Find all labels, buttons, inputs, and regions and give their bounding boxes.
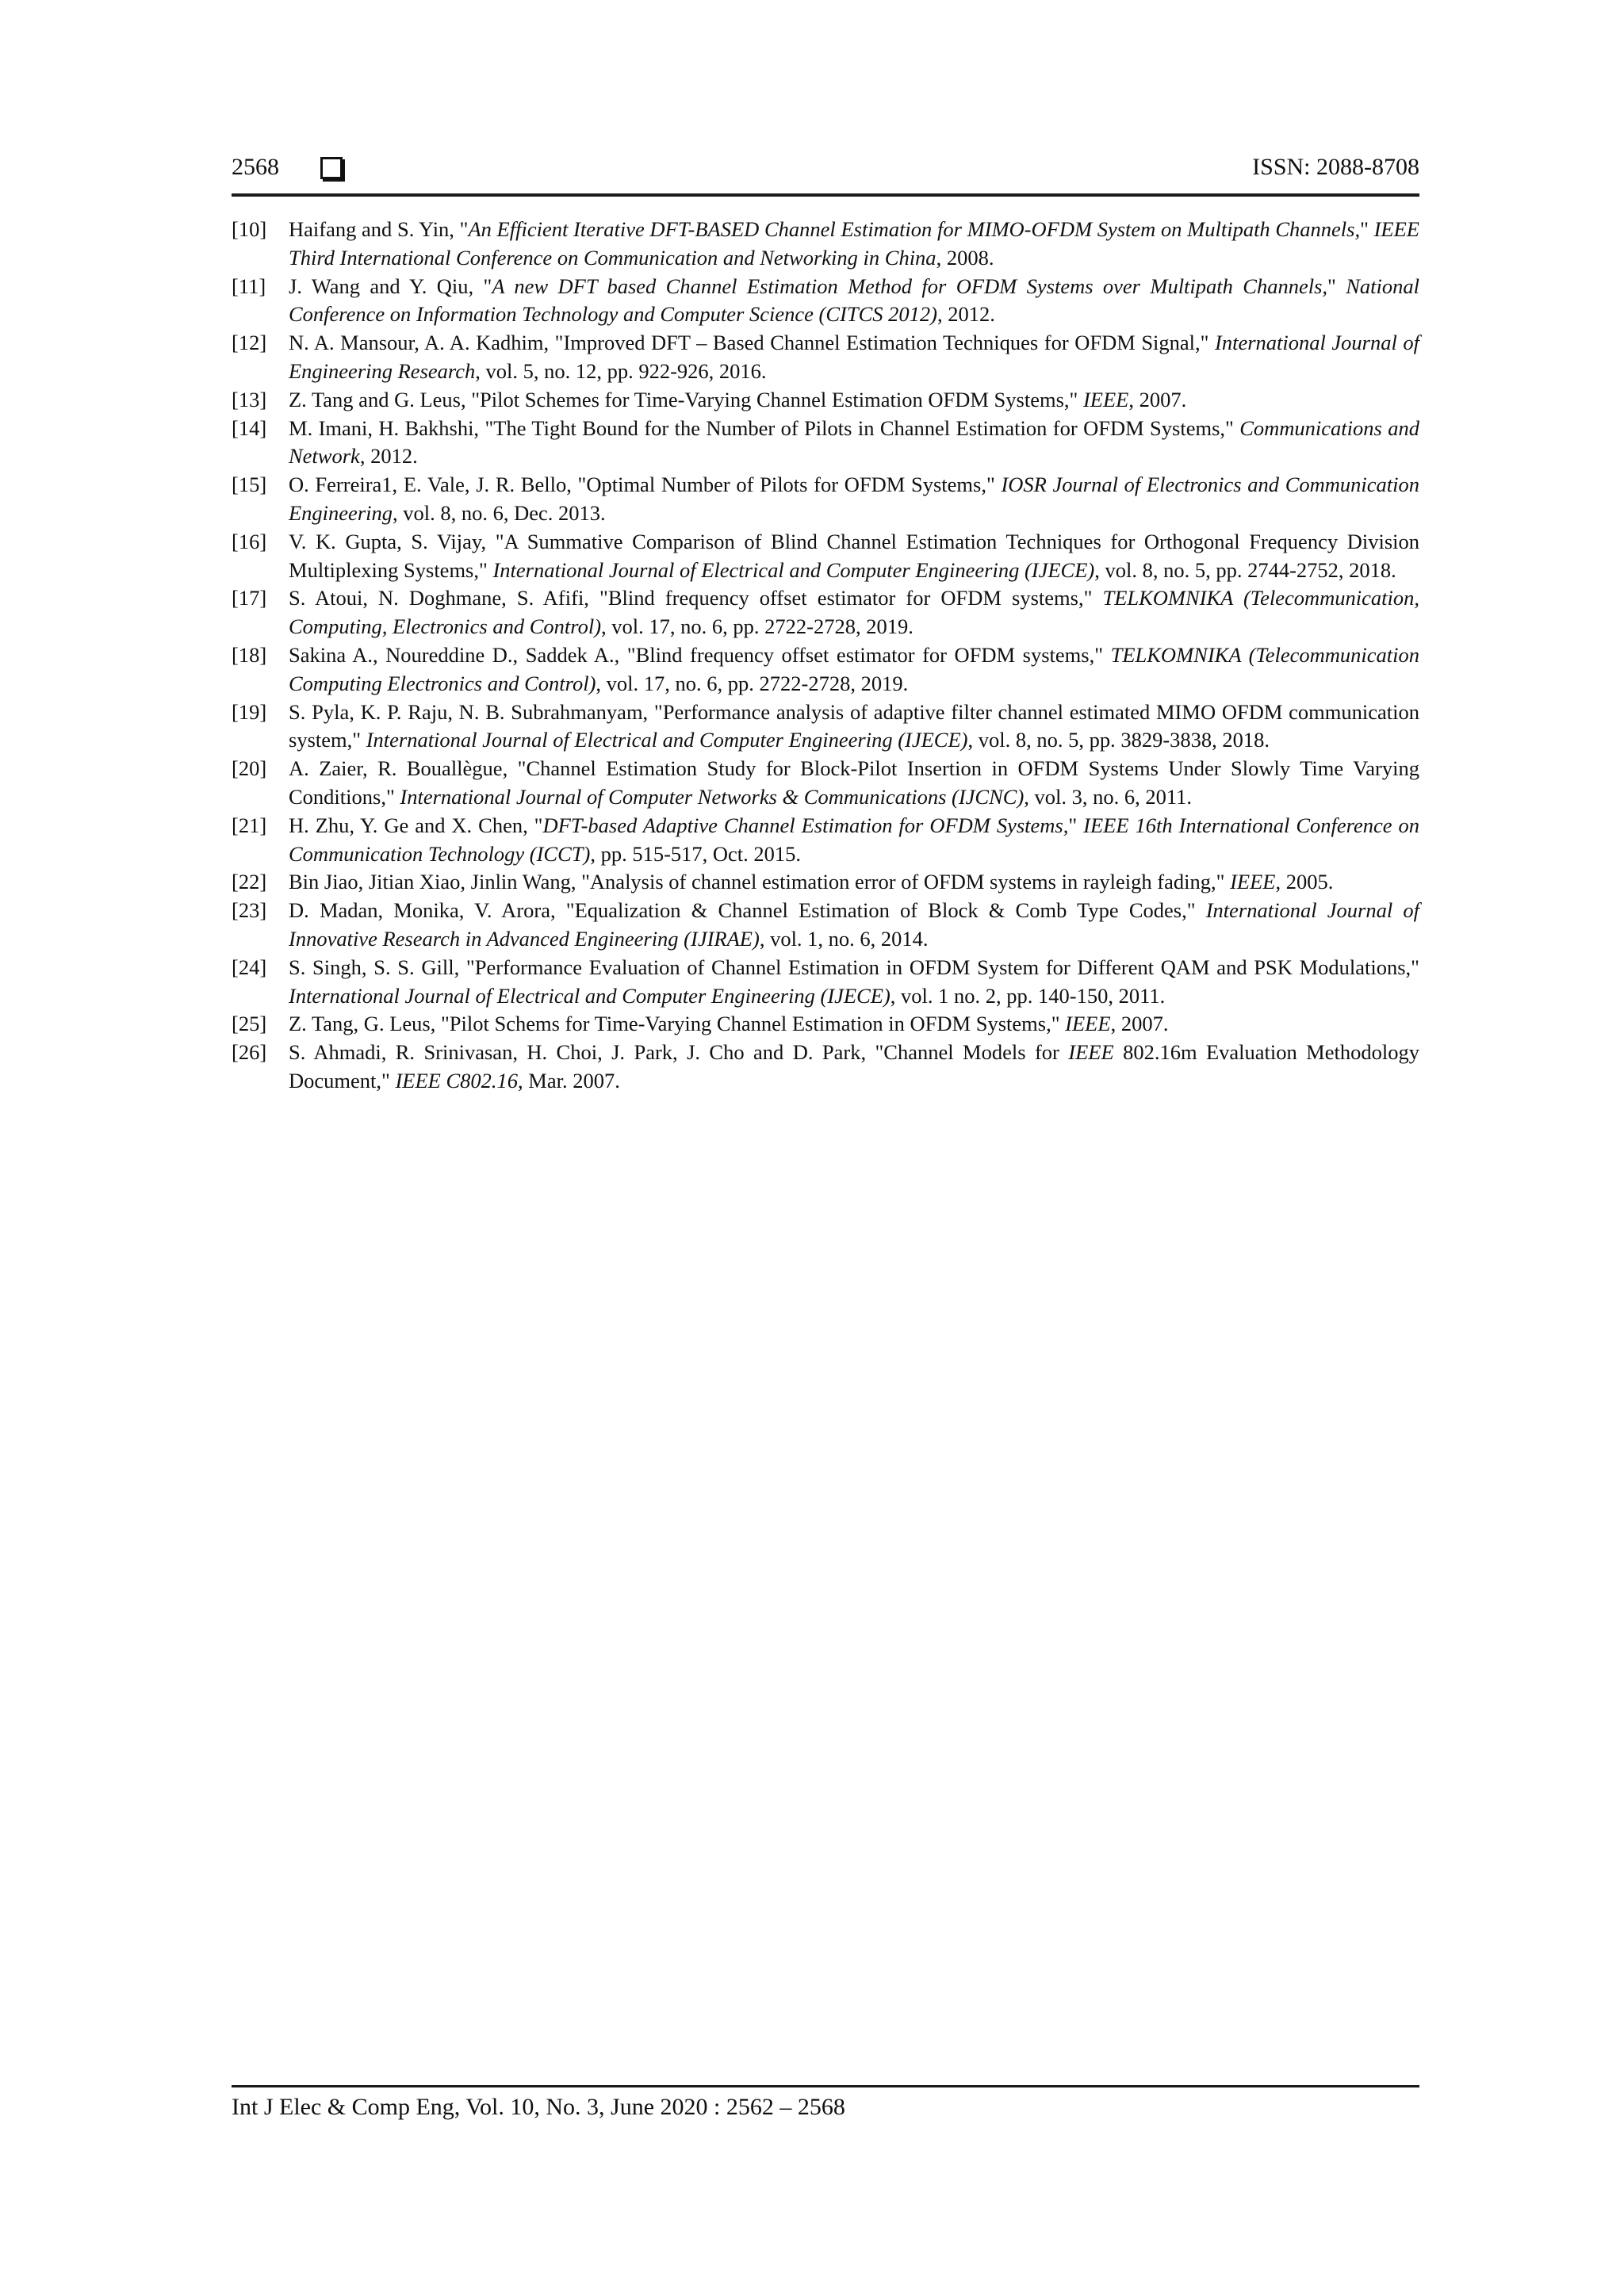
reference-segment: S. Ahmadi, R. Srinivasan, H. Choi, J. Park, J. Cho and D. Park, "Channel Models for <box>289 1040 1069 1065</box>
issn-label: ISSN: 2088-8708 <box>1252 154 1419 180</box>
reference-segment: Haifang and S. Yin, " <box>289 217 469 241</box>
reference-segment: Sakina A., Noureddine D., Saddek A., "Blind frequency offset estimator for OFDM systems," <box>289 642 1111 667</box>
reference-segment: , vol. 8, no. 5, pp. 2744-2752, 2018. <box>1094 557 1396 582</box>
reference-segment: , 2008. <box>936 245 994 270</box>
reference-italic-segment: IEEE <box>1065 1012 1111 1036</box>
reference-italic-segment: International Journal of Electrical and Computer Engineering (IJECE) <box>289 983 891 1008</box>
reference-italic-segment: A new DFT based Channel Estimation Method for OFDM Systems over Multipath Channels, <box>492 274 1328 298</box>
page-header <box>232 151 1419 197</box>
reference-segment: vol. 3, no. 6, 2011. <box>1028 784 1193 809</box>
reference-item <box>232 1039 1419 1096</box>
reference-segment: M. Imani, H. Bakhshi, "The Tight Bound for the Number of Pilots in Channel Estimation for OFDM Systems," <box>289 415 1240 440</box>
reference-text <box>289 698 1419 756</box>
reference-number: [12] <box>232 331 267 355</box>
reference-item <box>232 528 1419 585</box>
reference-segment: , vol. 17, no. 6, pp. 2722-2728, 2019. <box>601 614 914 639</box>
reference-segment: , 2012. <box>936 302 995 327</box>
reference-number: [17] <box>232 586 267 610</box>
reference-italic-segment: IOSR Journal of Electronics and Communication Engineering <box>289 473 1419 525</box>
reference-segment: , vol. 5, no. 12, pp. 922-926, 2016. <box>475 358 767 383</box>
reference-italic-segment: DFT-based Adaptive Channel Estimation for OFDM Systems, <box>542 813 1069 837</box>
reference-item <box>232 812 1419 869</box>
reference-segment: " <box>1068 813 1084 837</box>
reference-item <box>232 386 1419 415</box>
reference-italic-segment: IEEE Third International Conference on Communication and Networking in China <box>289 217 1419 270</box>
reference-text <box>289 812 1419 869</box>
reference-number: [23] <box>232 898 267 923</box>
reference-number: [21] <box>232 813 267 837</box>
reference-text <box>289 1039 1419 1096</box>
reference-item <box>232 641 1419 698</box>
reference-text <box>289 641 1419 698</box>
reference-italic-segment: International Journal of Innovative Research in Advanced Engineering (IJIRAE) <box>289 898 1419 951</box>
reference-segment: A. Zaier, R. Bouallègue, "Channel Estimation Study for Block-Pilot Insertion in OFDM Systems Under Slowly Time Varying Conditions," <box>289 756 1419 809</box>
reference-segment: , Mar. 2007. <box>518 1068 620 1093</box>
reference-segment: V. K. Gupta, S. Vijay, "A Summative Comparison of Blind Channel Estimation Techniques for Orthogonal Frequency Division Multiplexing Systems," <box>289 529 1419 582</box>
reference-number: [22] <box>232 870 267 894</box>
reference-number: [26] <box>232 1040 267 1065</box>
reference-segment: D. Madan, Monika, V. Arora, "Equalization & Channel Estimation of Block & Comb Type Codes," <box>289 898 1206 923</box>
reference-number: [15] <box>232 473 267 497</box>
reference-segment: , vol. 17, no. 6, pp. 2722-2728, 2019. <box>596 671 909 695</box>
reference-number: [19] <box>232 699 267 724</box>
reference-italic-segment: National Conference on Information Technology and Computer Science (CITCS 2012) <box>289 274 1419 327</box>
reference-item <box>232 273 1419 330</box>
reference-text <box>289 584 1419 641</box>
reference-segment: , 2005. <box>1275 870 1334 894</box>
journal-citation: Int J Elec & Comp Eng, Vol. 10, No. 3, June 2020 : 2562 – 2568 <box>232 2094 845 2120</box>
reference-number: [20] <box>232 756 267 781</box>
reference-text <box>289 216 1419 273</box>
reference-segment: N. A. Mansour, A. A. Kadhim, "Improved DFT – Based Channel Estimation Techniques for OFDM Signal," <box>289 331 1216 355</box>
square-bullet-icon <box>320 157 343 179</box>
reference-italic-segment: Communications and Network <box>289 415 1419 469</box>
reference-segment: , 2012. <box>359 444 418 469</box>
reference-segment: S. Atoui, N. Doghmane, S. Afifi, "Blind frequency offset estimator for OFDM systems," <box>289 586 1103 610</box>
reference-list <box>232 216 1419 1096</box>
reference-italic-segment: IEEE 16th International Conference on Communication Technology (ICCT) <box>289 813 1419 866</box>
reference-number: [16] <box>232 529 267 553</box>
reference-item <box>232 216 1419 273</box>
reference-item <box>232 329 1419 386</box>
reference-segment: , 2007. <box>1128 387 1187 411</box>
reference-italic-segment: IEEE C802.16 <box>395 1068 519 1093</box>
reference-italic-segment: International Journal of Engineering Research <box>289 331 1419 383</box>
reference-segment: , 2007. <box>1110 1012 1169 1036</box>
reference-segment: Z. Tang, G. Leus, "Pilot Schems for Time-Varying Channel Estimation in OFDM Systems," <box>289 1012 1066 1036</box>
reference-text <box>289 868 1419 897</box>
reference-text <box>289 954 1419 1011</box>
reference-segment: H. Zhu, Y. Ge and X. Chen, " <box>289 813 543 837</box>
reference-italic-segment: IEEE <box>1082 387 1129 411</box>
reference-segment: " <box>1360 217 1374 241</box>
reference-segment: Bin Jiao, Jitian Xiao, Jinlin Wang, "Analysis of channel estimation error of OFDM systems in rayleigh fading," <box>289 870 1231 894</box>
page-number: 2568 <box>232 154 279 180</box>
reference-text <box>289 471 1419 528</box>
reference-segment: S. Singh, S. S. Gill, "Performance Evaluation of Channel Estimation in OFDM System for Different QAM and PSK Modulations," <box>289 955 1419 979</box>
reference-item <box>232 1010 1419 1039</box>
reference-segment: " <box>1327 274 1346 298</box>
reference-italic-segment: IEEE <box>1068 1040 1114 1065</box>
reference-number: [24] <box>232 955 267 979</box>
reference-segment: J. Wang and Y. Qiu, " <box>289 274 492 298</box>
reference-item <box>232 868 1419 897</box>
reference-italic-segment: An Efficient Iterative DFT-BASED Channel Estimation for MIMO-OFDM System on Multipath Channels, <box>468 217 1361 241</box>
reference-italic-segment: International Journal of Electrical and Computer Engineering (IJECE) <box>492 557 1095 582</box>
reference-item <box>232 897 1419 954</box>
reference-number: [18] <box>232 642 267 667</box>
reference-item <box>232 584 1419 641</box>
reference-text <box>289 329 1419 386</box>
reference-segment: , vol. 1 no. 2, pp. 140-150, 2011. <box>890 983 1166 1008</box>
reference-segment: 802.16m Evaluation Methodology Document," <box>289 1040 1419 1093</box>
reference-italic-segment: International Journal of Computer Networks & Communications (IJCNC), <box>400 784 1029 809</box>
page-footer <box>232 2085 1419 2121</box>
reference-text <box>289 528 1419 585</box>
reference-item <box>232 698 1419 756</box>
reference-italic-segment: TELKOMNIKA (Telecommunication Computing Electronics and Control) <box>289 642 1419 695</box>
reference-number: [10] <box>232 217 267 241</box>
reference-item <box>232 471 1419 528</box>
reference-text <box>289 415 1419 472</box>
reference-segment: , vol. 8, no. 6, Dec. 2013. <box>393 500 606 525</box>
reference-text <box>289 755 1419 812</box>
reference-segment: S. Pyla, K. P. Raju, N. B. Subrahmanyam, "Performance analysis of adaptive filter channel estimated MIMO OFDM communication system," <box>289 699 1419 752</box>
reference-segment: , vol. 1, no. 6, 2014. <box>759 926 929 951</box>
reference-segment: Z. Tang and G. Leus, "Pilot Schemes for Time-Varying Channel Estimation OFDM Systems," <box>289 387 1083 411</box>
reference-text <box>289 386 1419 415</box>
reference-item <box>232 954 1419 1011</box>
reference-item <box>232 755 1419 812</box>
reference-text <box>289 1010 1419 1039</box>
reference-segment: , vol. 8, no. 5, pp. 3829-3838, 2018. <box>967 728 1270 752</box>
reference-item <box>232 415 1419 472</box>
reference-italic-segment: International Journal of Electrical and Computer Engineering (IJECE) <box>366 728 968 752</box>
reference-text <box>289 897 1419 954</box>
reference-number: [13] <box>232 387 267 411</box>
reference-text <box>289 273 1419 330</box>
reference-number: [11] <box>232 274 266 298</box>
reference-number: [14] <box>232 415 267 440</box>
reference-italic-segment: IEEE <box>1230 870 1276 894</box>
reference-segment: , pp. 515-517, Oct. 2015. <box>590 841 802 866</box>
reference-number: [25] <box>232 1012 267 1036</box>
reference-italic-segment: TELKOMNIKA (Telecommunication, Computing, Electronics and Control) <box>289 586 1419 639</box>
reference-segment: O. Ferreira1, E. Vale, J. R. Bello, "Optimal Number of Pilots for OFDM Systems," <box>289 473 1002 497</box>
